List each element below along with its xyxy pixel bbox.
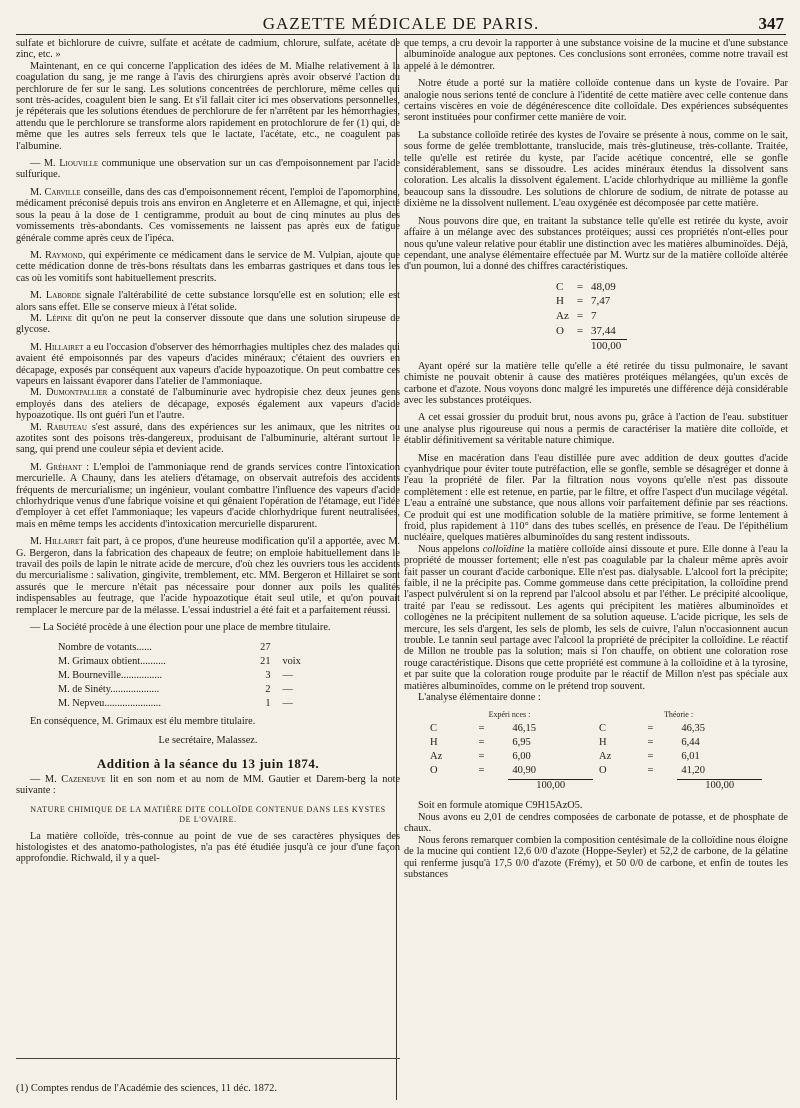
formula-row: H = 7,47: [556, 295, 627, 308]
formula-total-row: [556, 339, 627, 353]
article-title: NATURE CHIMIQUE DE LA MATIÈRE DITE COLLOÏDE CONTENUE DANS LES KYSTES DE L'OVAIRE.: [30, 804, 386, 824]
vote-count: 3: [265, 669, 271, 681]
vote-row: [58, 698, 314, 710]
vote-count: 27: [260, 641, 271, 653]
paragraph: Soit en formule atomique C9H15AzO5.: [418, 800, 583, 812]
signature: Le secrétaire, Malassez.: [158, 734, 258, 746]
element-symbol: C: [430, 723, 438, 735]
elemental-analysis-table: [424, 707, 764, 794]
right-column: [404, 38, 788, 880]
paragraph: [16, 290, 400, 313]
element-symbol: Az: [430, 751, 443, 763]
journal-title: GAZETTE MÉDICALE DE PARIS.: [262, 14, 540, 33]
footnote: (1) Comptes rendus de l'Académie des sciences, 11 déc. 1872.: [16, 1083, 278, 1094]
vote-label: M. Bourneville................: [58, 669, 163, 681]
speaker-name: M. Rabuteau: [30, 421, 87, 433]
theo-value: 46,35: [681, 723, 705, 735]
vote-row: [58, 656, 314, 668]
paragraph-text: a constaté de l'albuminurie avec hydropisie chez deux jeunes gens employés dans des ateliers de décapage, exposés également aux vapeurs d'acide hypoazotique. Ils ont guéri l'un et l'autre.: [16, 387, 400, 422]
vote-unit: —: [282, 669, 293, 681]
element-symbol: C: [556, 280, 564, 293]
footnote-rule: [16, 1058, 400, 1059]
paragraph: sulfate et bichlorure de cuivre, sulfate et acétate de cadmium, chlorure, sulfate, acétate de zinc, etc. »: [16, 38, 400, 61]
speaker-name: M. Liouville: [43, 158, 99, 170]
page-header: [16, 14, 786, 35]
exp-value: 6,95: [512, 737, 531, 749]
vote-row: [58, 642, 314, 654]
speaker-name: M. Hillairet: [30, 536, 84, 548]
speaker-name: M. Gréhant: [30, 461, 82, 473]
element-symbol: Az: [598, 751, 612, 763]
paragraph: que temps, a cru devoir la rapporter à une substance voisine de la mucine et d'une substance albuminoïde analogue aux peptones. Ces conclusions sont erronées, comme notre travail est appelé à le démontrer.: [404, 38, 788, 72]
paragraph: Maintenant, en ce qui concerne l'application des idées de M. Mialhe relativement à la coagulation du sang, je me range à l'avis des chirurgiens après avoir observé l'action du perchlorure de fer sur le sang. Les solutions concentrées de perchlorure, même celles qui sont très-acides, coagulent bien le sang. Et s'il fallait citer ici mes observations personnelles, je répéterais que les solutions étendues de perchlorure de fer n'arrêtent par les hémorrhagies, attendu que le perchlorure se transforme alors rapidement en protochlorure de fer (1) qui, de même que les autres sels ferreux tels que le lactate, l'acétate, etc., ne coagulent pas l'albumine.: [16, 60, 400, 152]
paragraph: Notre étude a porté sur la matière colloïde contenue dans un kyste de l'ovaire. Par analogie nous serions tenté de conclure à l'identité de cette matière avec celle contenue dans certains viscères en voie de dégénérescence dite colloïdale. Des expériences subséquentes seront instituées pour confirmer cette manière de voir.: [404, 78, 788, 124]
vote-unit: voix: [282, 655, 301, 667]
paragraph-text: fait part, à ce propos, d'une heureuse modification qu'il a apportée, avec M. G. Bergeron, dans la fabrication des chapeaux de feutre; on emploie habituellement dans le travail des poils de lapin le nitrate acide de mercure, d'où chez les ouvriers tous les accidents du mercurialisme : salivation, gingivite, tremblement, etc. MM. Bergeron et Hillairet se sont assurés que le mercure n'était pas nécessaire pour donner aux poils les qualités indispensables au feutrage, que l'acide hypoazotique était seul utile, et qu'on pouvait remplacer le mercure par de la mélasse. L'essai industriel a été fait et a parfaitement réussi.: [16, 536, 400, 616]
paragraph: Nous pouvons dire que, en traitant la substance telle qu'elle est retirée du kyste, avoir affaire à un mélange avec des substances protéiques; aussi ces propriétés n'ont-elles pour nous qu'une valeur relative pour établir une distinction avec les matières albuminoïdes. Déjà, cependant, une analyse élémentaire effectuée par M. Wurtz sur de la matière colloïde altérée d'un poumon, lui a donné des chiffres caractéristiques.: [404, 215, 788, 273]
paragraph-text: dit qu'on ne peut la conserver dissoute que dans une solution sirupeuse de glycose.: [16, 312, 400, 336]
paragraph: — M. Cazeneuve lit en son nom et au nom de MM. Gautier et Darem-berg la note suivante :: [16, 773, 401, 797]
vote-count: 21: [260, 655, 271, 667]
analysis-row: O = 40,90 O = 41,20: [426, 765, 762, 777]
element-symbol: H: [598, 737, 607, 749]
paragraph: La substance colloïde retirée des kystes de l'ovaire se présente à nous, comme on le sait, sous forme de gelée tremblottante, translucide, mais très-glutineuse, très-collante. Traitée, telle qu'elle est retirée du kyste, par l'acide acétique concentré, elle se gonfle considérablement, sans se dissoudre. Les acides minéraux étendus la dissolvent sans coloration. Les alcalis la dissolvent également. L'acide chlorhydrique au millième la gonfle beaucoup sans la dissoudre. Les solutions de chlorure de sodium, de nitrate de potasse au dixième ne la dissolvent nullement. L'eau oxygénée est décomposée par cette matière.: [404, 129, 788, 210]
paragraph: Nous ferons remarquer combien la composition centésimale de la colloïdine nous éloigne de la mucine qui contient 12,6 0/0 d'azote (Hoppe-Seyler) et 52,2 de carbone, de la gélatine qui renferme jusqu'à 17,5 0/0 d'azote (Frémy), et 50 0/0 de carbone, et enfin de toutes les substances: [404, 834, 788, 880]
paragraph: En conséquence, M. Grimaux est élu membre titulaire.: [30, 715, 256, 727]
paragraph: [16, 422, 400, 456]
paragraph-text: conseille, dans des cas d'empoisonnement récent, l'emploi de l'apomorphine, médicament préconisé depuis trois ans environ en Angleterre et en Allemagne, et qui, injecté sous la peau à la dose de 1 centigramme, produit au bout de cinq minutes au plus des vomissements très-abondants. Ces vomissements ne laissent pas après eux de fatigue générale comme après ceux de l'ipéca.: [16, 186, 400, 244]
paragraph: — M. Liouville communique une observation sur un cas d'empoisonnement par l'acide sulfurique.: [16, 158, 401, 181]
formula-row: C = 48,09: [556, 281, 627, 294]
analysis-row: Az = 6,00 Az = 6,01: [426, 751, 762, 763]
paragraph-text: Nous appelons: [418, 543, 483, 555]
theo-value: 6,44: [681, 737, 700, 749]
header-experiences: Expéri nces :: [488, 710, 531, 720]
element-symbol: O: [430, 765, 438, 777]
element-value: 48,09: [591, 280, 616, 293]
exp-value: 46,15: [512, 723, 537, 735]
analysis-row: H = 6,95 H = 6,44: [426, 737, 762, 749]
vote-unit: —: [282, 697, 293, 709]
speaker-name: M. Raymond: [30, 249, 83, 261]
exp-value: 6,00: [512, 751, 531, 763]
element-symbol: O: [598, 765, 607, 777]
vote-unit: [282, 642, 314, 654]
paragraph: — La Société procède à une élection pour une place de membre titulaire.: [30, 622, 331, 634]
paragraph-text: communique une observation sur un cas d'empoisonnement par l'acide sulfurique.: [16, 158, 401, 181]
section-title: Addition à la séance du 13 juin 1874.: [96, 756, 320, 772]
paragraph: Nous avons eu 2,01 de cendres composées de carbonate de potasse, et de phosphate de chaux.: [404, 811, 788, 835]
paragraph-text: , qui expérimente ce médicament dans le service de M. Vulpian, ajoute que cette médication donne de très-bons résultats dans les embarras gastriques et dans tous les cas où les vomitifs sont habituellement prescrits.: [16, 249, 400, 284]
paragraph: [404, 544, 788, 692]
paragraph: A cet essai grossier du produit brut, nous avons pu, grâce à l'action de l'eau. substituer une analyse plus rigoureuse qui nous a permis de caractériser la matière dite colloïde, et établir définitivement sa véritable nature chimique.: [404, 412, 788, 447]
paragraph-text: signale l'altérabilité de cette substance lorsqu'elle est en solution; elle est alors sans effet. Elle se conserve mieux à l'état solide.: [16, 290, 400, 313]
element-symbol: H: [430, 737, 438, 749]
paragraph: [16, 250, 400, 284]
paragraph-text: a eu l'occasion d'observer des hémorrhagies multiples chez des malades qui avaient été empoisonnés par des vapeurs d'acides minéraux; c'étaient des ouvriers en décapage, exposés par conséquent aux vapeurs d'acide hypoazotique. On peut combattre ces vapeurs en laissant évaporer dans l'atelier de l'ammoniaque.: [16, 341, 400, 387]
vote-row: [58, 684, 314, 696]
vote-label: M. Nepveu......................: [58, 697, 161, 709]
formula-row: O = 37,44: [556, 325, 627, 338]
exp-value: 40,90: [512, 765, 537, 777]
element-symbol: Az: [556, 309, 569, 322]
speaker-name: M. Dumontpallier: [30, 387, 108, 399]
theo-value: 6,01: [681, 751, 700, 763]
paragraph: La matière colloïde, très-connue au point de vue de ses caractères physiques des histologistes et des anatomo-pathologistes, n'a pas été étudiée jusqu'à ce jour d'une façon approfondie. Richwald, il y a quel-: [16, 830, 400, 865]
element-value: 37,44: [591, 324, 616, 337]
speaker-name: M. Lépine: [30, 312, 73, 324]
paragraph: [16, 313, 400, 336]
paragraph: Mise en macération dans l'eau distillée pure avec addition de deux gouttes d'acide cyanhydrique pour éviter toute putréfaction, elle se gonfle, semble se désagréger et donne à l'eau la propriété de filer. Par la filtration nous voyons qu'elle n'est pas dissoute complètement : elle est retenue, en partie, par le filtre, et offre l'aspect d'un mucilage végétal. L'eau a entraîné une substance, que nous allons voir parfaitement définie par ses réactions. Ce produit qui est une modification soluble de la matière primitive, se forme lentement à froid, plus rapidement à 110° dans des tubes scellés, en présence de l'eau. De l'épithélium nucléaire, quelques matières albuminoïdes du sang restent indissouts.: [404, 452, 788, 544]
vote-count: 1: [265, 697, 271, 709]
speaker-name: M. Laborde: [30, 290, 81, 302]
exp-total: 100,00: [508, 779, 593, 792]
term-colloidine: colloïdine: [482, 543, 524, 555]
vote-label: M. de Sinéty...................: [58, 683, 160, 695]
formula-total: 100,00: [591, 339, 627, 353]
paragraph: L'analyse élémentaire donne :: [418, 692, 541, 704]
paragraph-text: la matière colloïde ainsi dissoute et pure. Elle donne à l'eau la propriété de mousser fortement; elle n'est pas coagulable par la chaleur même après avoir fait passer un courant d'acide carbonique. Elle n'est pas. dialysable. L'alcool fort la précipite; faible, il ne la précipite pas. Comme gommeuse dans cette précipitation, la colloïdine prend l'aspect pulvérulent si on la reprend par l'alcool absolu et par l'éther. Le précipité alcoolique, traité par l'eau se redissout. Les agents qui précipitent les matières albuminoïdes et collogènes ne la précipitent nullement de sa solution aqueuse. L'acide picrique, les sels de mercure, les sels d'argent, les sels de plomb, les sels de cuivre, l'alun n'occasionnent aucun trouble. Le tannin seul partage avec l'alcool la propriété de précipiter la colloïdine. Le réactif de Millon ne trouble pas la solution; mais si l'on chauffe, on obtient une coloration rose rouge caractéristique. Disons que cette propriété est commune à la colloïdine et à la tyrosine, et par suite que la coloration rouge produite par le réactif de Millon n'est pas spéciale aux matières albuminoïdes, comme on le prétend trop souvent.: [404, 543, 788, 692]
theo-value: 41,20: [681, 765, 705, 777]
vote-results-table: [56, 640, 316, 712]
paragraph-text: lit en son nom et au nom de MM. Gautier et Darem-berg la note suivante :: [16, 773, 401, 797]
paragraph-text: s'est assuré, dans des expériences sur les animaux, que les nitrites ou azotites sont des poisons très-dangereux, produisant de l'albuminurie, altérant surtout le sang, qui prend une couleur sépia et devient acide.: [16, 421, 400, 456]
wurtz-analysis-table: [554, 279, 629, 355]
speaker-name: M. Hillairet: [30, 341, 84, 353]
header-theorie: Théorie :: [663, 710, 694, 720]
element-value: 7: [591, 309, 597, 322]
paragraph-text: : L'emploi de l'ammoniaque rend de grands services contre l'intoxication mercurielle. A Chauny, dans les ateliers d'étamage, on observait autrefois des accidents fréquents de mercurialisme; un ingénieur, voulant combattre l'influence des vapeurs d'acide chlorhydrique venus d'une fabrique voisine et qui gênaient l'opération de l'étamage, eut l'idée d'employer à cet effet l'ammoniaque; les vapeurs d'acide chlorhydrique furent neutralisées, mais en même temps les accidents d'intoxication mercurielle disparurent.: [16, 461, 400, 530]
paragraph: Ayant opéré sur la matière telle qu'elle a été retirée du tissu pulmonaire, le savant chimiste ne pouvait obtenir à cause des matières protéiques mélangées, qu'un excès de carbone et d'azote. Nous voyons donc malgré les impuretés une différence déjà considérable avec les substances protéiques.: [404, 360, 788, 406]
element-symbol: C: [598, 723, 606, 735]
paragraph: [16, 462, 400, 530]
speaker-name: M. Cazeneuve: [44, 773, 106, 785]
paragraph: [16, 187, 400, 244]
left-column: [16, 38, 400, 865]
analysis-row: C = 46,15 C = 46,35: [426, 723, 762, 735]
vote-label: Nombre de votants......: [58, 641, 152, 653]
vote-row: [58, 670, 314, 682]
analysis-header-row: [426, 709, 762, 721]
paragraph: [16, 536, 400, 616]
vote-unit: —: [282, 683, 293, 695]
paragraph: [16, 342, 400, 388]
element-value: 7,47: [591, 295, 611, 308]
formula-row: Az = 7: [556, 310, 627, 323]
vote-count: 2: [265, 683, 271, 695]
element-symbol: H: [556, 295, 564, 308]
element-symbol: O: [556, 324, 564, 337]
theo-total: 100,00: [677, 779, 762, 792]
paragraph: [16, 387, 400, 421]
page-number: 347: [758, 14, 784, 33]
vote-label: M. Grimaux obtient..........: [58, 655, 166, 667]
speaker-name: M. Carville: [30, 186, 81, 198]
analysis-total-row: [426, 779, 762, 792]
